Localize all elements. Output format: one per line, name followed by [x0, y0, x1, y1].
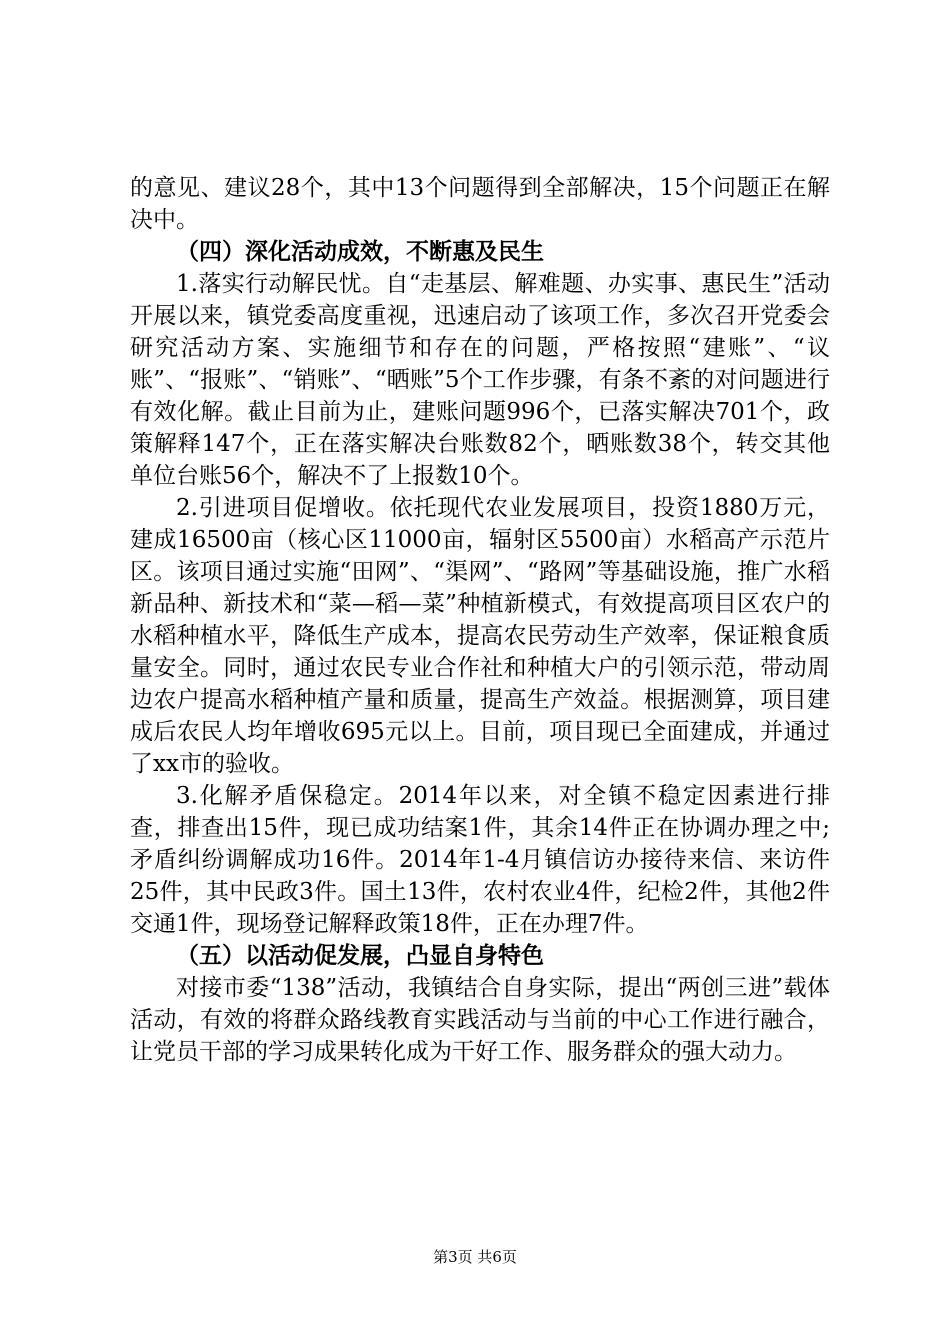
document-body [130, 172, 830, 1068]
paragraph-continuation: 的意见、建议28个，其中13个问题得到全部解决，15个问题正在解决中。 [130, 175, 830, 233]
section-heading-4: （四）深化活动成效，不断惠及民生 [176, 239, 544, 265]
page-footer: 第3页 共6页 [433, 1248, 517, 1266]
section-heading-5: （五）以活动促发展，凸显自身特色 [176, 943, 544, 969]
paragraph-item-3: 3.化解矛盾保稳定。2014年以来，对全镇不稳定因素进行排查，排查出15件，现已成功结案1件，其余14件正在协调办理之中;矛盾纠纷调解成功16件。2014年1-4月镇信访办接待来信、来访件25件，其中民政3件。国土13件，农村农业4件，纪检2件，其他2件交通1件，现场登记解释政策18件，正在办理7件。 [130, 783, 830, 937]
paragraph-item-2: 2.引进项目促增收。依托现代农业发展项目，投资1880万元，建成16500亩（核心区11000亩，辐射区5500亩）水稻高产示范片区。该项目通过实施“田网”、“渠网”、“路网”等基础设施，推广水稻新品种、新技术和“菜—稻—菜”种植新模式，有效提高项目区农户的水稻种植水平，降低生产成本，提高农民劳动生产效率，保证粮食质量安全。同时，通过农民专业合作社和种植大户的引领示范，带动周边农户提高水稻种植产量和质量，提高生产效益。根据测算，项目建成后农民人均年增收695元以上。目前，项目现已全面建成，并通过了xx市的验收。 [130, 495, 830, 777]
paragraph-item-1: 1.落实行动解民忧。自“走基层、解难题、办实事、惠民生”活动开展以来，镇党委高度重视，迅速启动了该项工作，多次召开党委会研究活动方案、实施细节和存在的问题，严格按照“建账”、“议账”、“报账”、“销账”、“晒账”5个工作步骤，有条不紊的对问题进行有效化解。截止目前为止，建账问题996个，已落实解决701个，政策解释147个，正在落实解决台账数82个，晒账数38个，转交其他单位台账56个，解决不了上报数10个。 [130, 271, 830, 489]
paragraph-section-5: 对接市委“138”活动，我镇结合自身实际，提出“两创三进”载体活动，有效的将群众路线教育实践活动与当前的中心工作进行融合，让党员干部的学习成果转化成为干好工作、服务群众的强大动力。 [130, 975, 830, 1065]
